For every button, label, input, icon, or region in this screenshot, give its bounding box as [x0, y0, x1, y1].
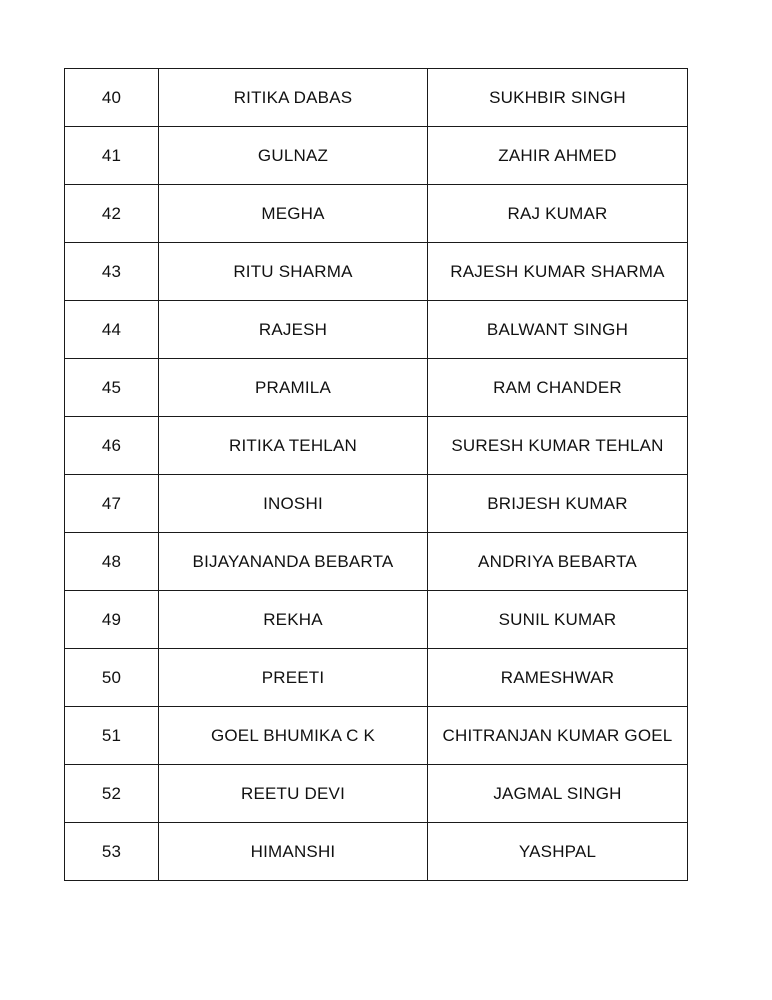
- table-row: [65, 591, 688, 649]
- father-name-cell: BRIJESH KUMAR: [428, 475, 688, 533]
- father-name-cell: YASHPAL: [428, 823, 688, 881]
- table-row: [65, 765, 688, 823]
- father-name-cell: CHITRANJAN KUMAR GOEL: [428, 707, 688, 765]
- father-name-cell: RAJ KUMAR: [428, 185, 688, 243]
- table-row: [65, 69, 688, 127]
- name-cell: REKHA: [159, 591, 428, 649]
- table-row: [65, 533, 688, 591]
- father-name-cell: BALWANT SINGH: [428, 301, 688, 359]
- serial-number-cell: 41: [65, 127, 159, 185]
- father-name-cell: RAJESH KUMAR SHARMA: [428, 243, 688, 301]
- father-name-cell: RAMESHWAR: [428, 649, 688, 707]
- serial-number-cell: 43: [65, 243, 159, 301]
- name-cell: HIMANSHI: [159, 823, 428, 881]
- serial-number-cell: 49: [65, 591, 159, 649]
- table-row: [65, 649, 688, 707]
- father-name-cell: SURESH KUMAR TEHLAN: [428, 417, 688, 475]
- name-cell: PRAMILA: [159, 359, 428, 417]
- table-row: [65, 475, 688, 533]
- serial-number-cell: 52: [65, 765, 159, 823]
- name-cell: GOEL BHUMIKA C K: [159, 707, 428, 765]
- table-row: [65, 243, 688, 301]
- name-cell: GULNAZ: [159, 127, 428, 185]
- name-cell: REETU DEVI: [159, 765, 428, 823]
- table-row: [65, 417, 688, 475]
- father-name-cell: ANDRIYA BEBARTA: [428, 533, 688, 591]
- name-cell: BIJAYANANDA BEBARTA: [159, 533, 428, 591]
- father-name-cell: JAGMAL SINGH: [428, 765, 688, 823]
- serial-number-cell: 51: [65, 707, 159, 765]
- table-row: [65, 823, 688, 881]
- father-name-cell: ZAHIR AHMED: [428, 127, 688, 185]
- name-cell: RAJESH: [159, 301, 428, 359]
- serial-number-cell: 45: [65, 359, 159, 417]
- table-row: [65, 359, 688, 417]
- serial-number-cell: 42: [65, 185, 159, 243]
- father-name-cell: SUNIL KUMAR: [428, 591, 688, 649]
- name-cell: PREETI: [159, 649, 428, 707]
- table-row: [65, 301, 688, 359]
- serial-number-cell: 40: [65, 69, 159, 127]
- name-cell: RITIKA TEHLAN: [159, 417, 428, 475]
- name-cell: INOSHI: [159, 475, 428, 533]
- serial-number-cell: 46: [65, 417, 159, 475]
- serial-number-cell: 50: [65, 649, 159, 707]
- serial-number-cell: 53: [65, 823, 159, 881]
- serial-number-cell: 48: [65, 533, 159, 591]
- name-cell: MEGHA: [159, 185, 428, 243]
- table-row: [65, 707, 688, 765]
- serial-number-cell: 47: [65, 475, 159, 533]
- serial-number-cell: 44: [65, 301, 159, 359]
- name-cell: RITIKA DABAS: [159, 69, 428, 127]
- roster-table-body: [65, 69, 688, 881]
- father-name-cell: SUKHBIR SINGH: [428, 69, 688, 127]
- table-row: [65, 127, 688, 185]
- name-cell: RITU SHARMA: [159, 243, 428, 301]
- table-row: [65, 185, 688, 243]
- roster-table: [64, 68, 688, 881]
- father-name-cell: RAM CHANDER: [428, 359, 688, 417]
